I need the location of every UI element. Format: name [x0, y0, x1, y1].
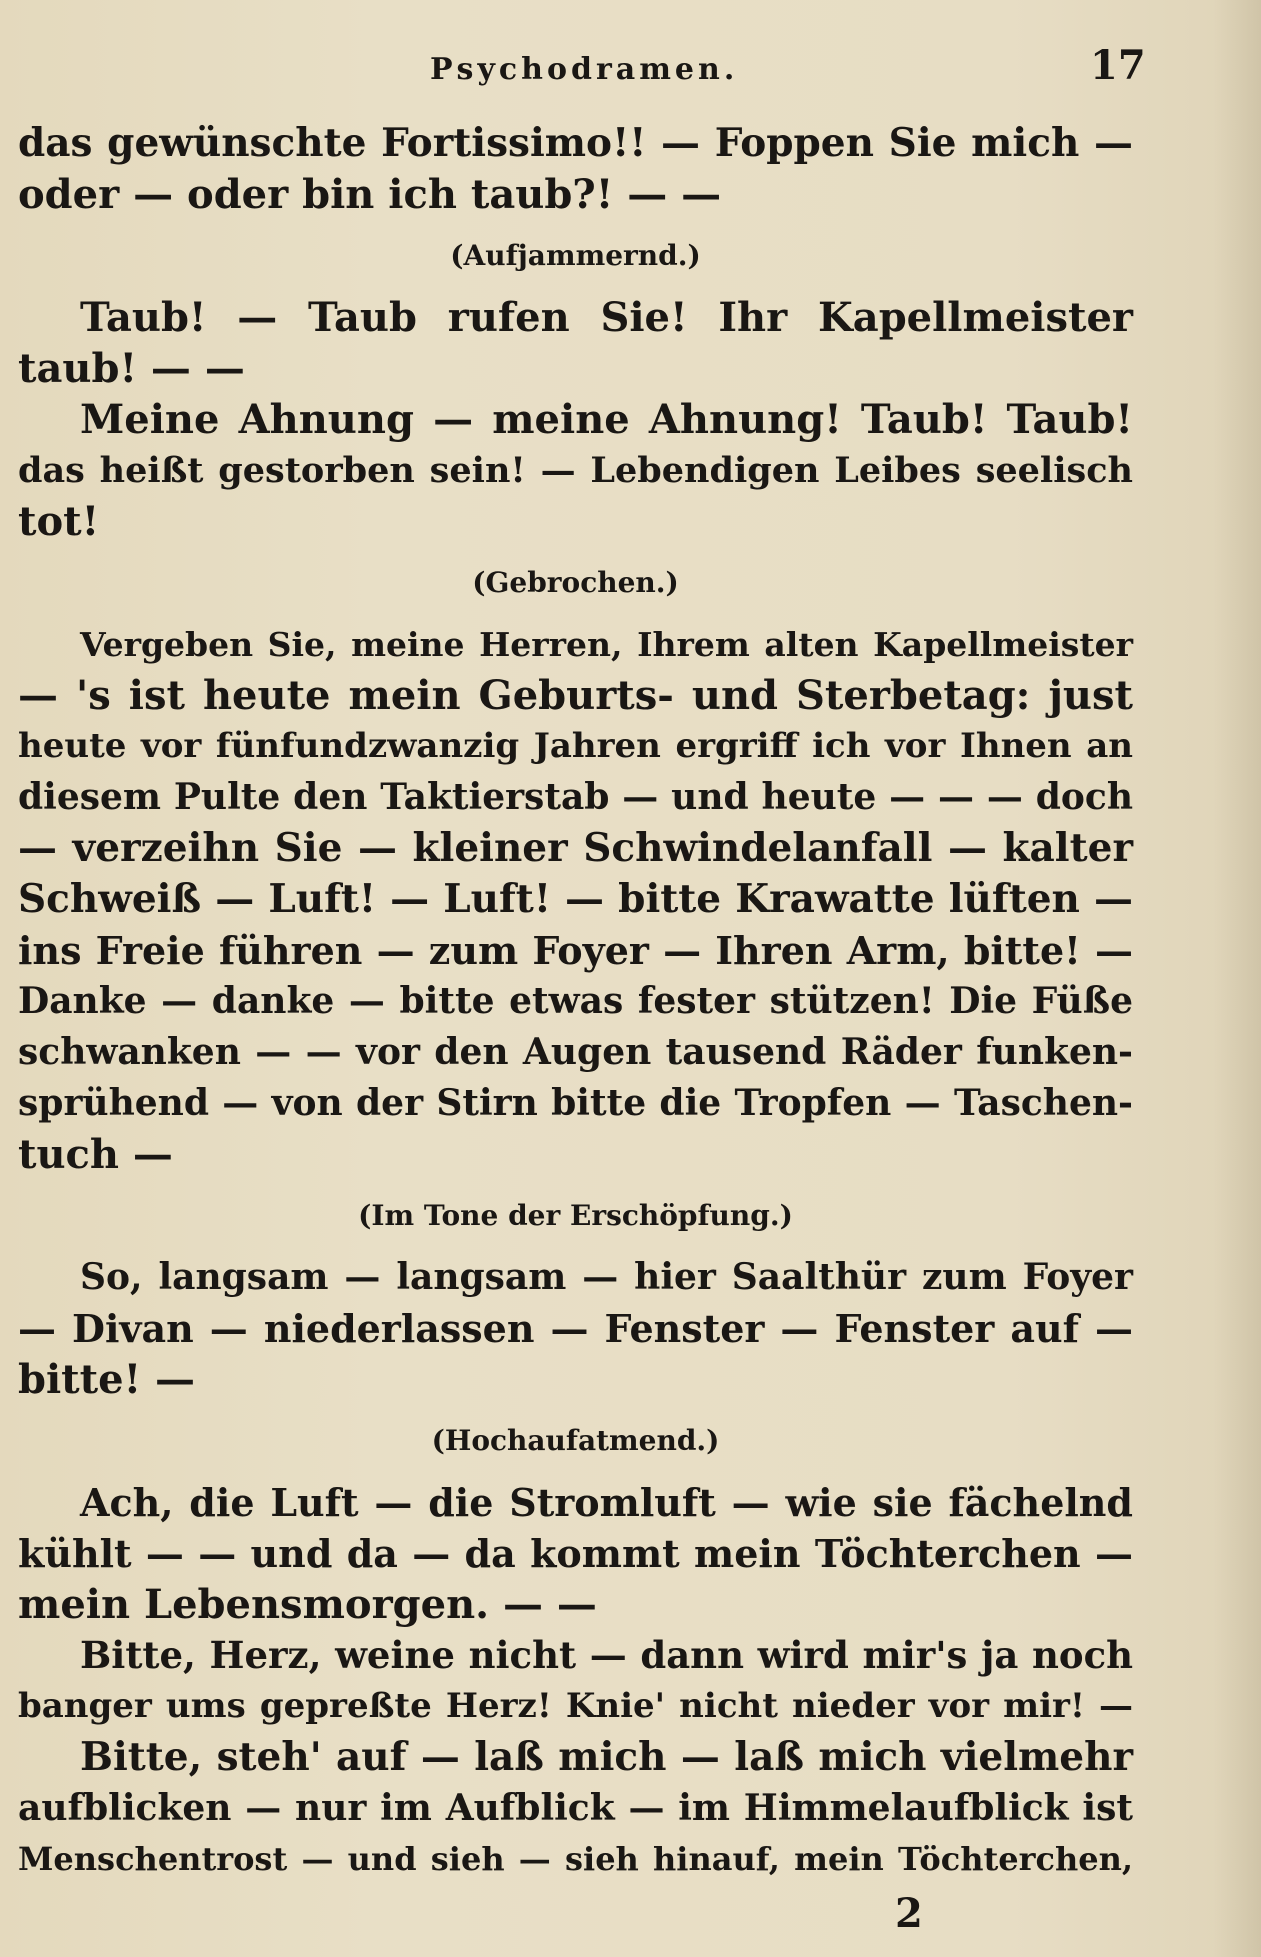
text-line: bitte! —	[18, 1356, 196, 1403]
text-line: — Divan — niederlassen — Fenster — Fenster auf —	[18, 1306, 1133, 1351]
text-line: Vergeben Sie, meine Herren, Ihrem alten Kapellmeister	[80, 625, 1133, 664]
text-line: banger ums gepreßte Herz! Knie' nicht nieder vor mir! —	[18, 1686, 1133, 1726]
text-line: diesem Pulte den Taktierstab — und heute — — — doch	[18, 776, 1133, 818]
text-line: Menschentrost — und sieh — sieh hinauf, mein Töchterchen,	[18, 1840, 1133, 1878]
page-edge-shadow	[1213, 0, 1261, 1957]
page-number: 17	[1090, 42, 1146, 89]
text-line: — 's ist heute mein Geburts- und Sterbetag: just	[18, 672, 1133, 719]
text-line: Bitte, Herz, weine nicht — dann wird mir's ja noch	[80, 1633, 1133, 1677]
text-line: kühlt — — und da — da kommt mein Töchterchen —	[18, 1531, 1133, 1576]
stage-direction: (Hochaufatmend.)	[431, 1424, 720, 1457]
text-line: Ach, die Luft — die Stromluft — wie sie fächelnd	[80, 1480, 1133, 1525]
stage-direction: (Gebrochen.)	[472, 566, 679, 599]
text-line: mein Lebensmorgen. — —	[18, 1581, 597, 1628]
page-header	[0, 38, 1261, 98]
text-line: Schweiß — Luft! — Luft! — bitte Krawatte lüften —	[18, 876, 1133, 922]
text-line: Meine Ahnung — meine Ahnung! Taub! Taub!	[80, 396, 1133, 443]
signature-mark: 2	[895, 1890, 923, 1937]
text-line: taub! — —	[18, 345, 245, 392]
text-line: Danke — danke — bitte etwas fester stützen! Die Füße	[18, 980, 1133, 1022]
text-line: oder — oder bin ich taub?! — —	[18, 171, 722, 218]
text-line: aufblicken — nur im Aufblick — im Himmelaufblick ist	[18, 1787, 1133, 1829]
stage-direction: (Im Tone der Erschöpfung.)	[358, 1199, 793, 1232]
text-line: ins Freie führen — zum Foyer — Ihren Arm, bitte! —	[18, 928, 1133, 973]
text-line: Bitte, steh' auf — laß mich — laß mich vielmehr	[80, 1734, 1133, 1780]
text-line: sprühend — von der Stirn bitte die Tropfen — Taschen-	[18, 1082, 1133, 1124]
text-line: heute vor fünfundzwanzig Jahren ergriff ich vor Ihnen an	[18, 726, 1133, 766]
text-line: tuch —	[18, 1131, 173, 1178]
text-line: So, langsam — langsam — hier Saalthür zum Foyer	[80, 1256, 1133, 1298]
body-text	[18, 118, 1133, 1885]
text-line: tot!	[18, 498, 100, 545]
text-line: das gewünschte Fortissimo!! — Foppen Sie mich —	[18, 120, 1133, 166]
text-line: schwanken — — vor den Augen tausend Räder funken-	[18, 1031, 1133, 1073]
text-line: Taub! — Taub rufen Sie! Ihr Kapellmeister	[80, 294, 1133, 341]
text-line: das heißt gestorben sein! — Lebendigen Leibes seelisch	[18, 450, 1133, 491]
stage-direction: (Aufjammernd.)	[450, 239, 701, 272]
running-title: Psychodramen.	[430, 52, 739, 87]
text-line: — verzeihn Sie — kleiner Schwindelanfall — kalter	[18, 825, 1133, 871]
